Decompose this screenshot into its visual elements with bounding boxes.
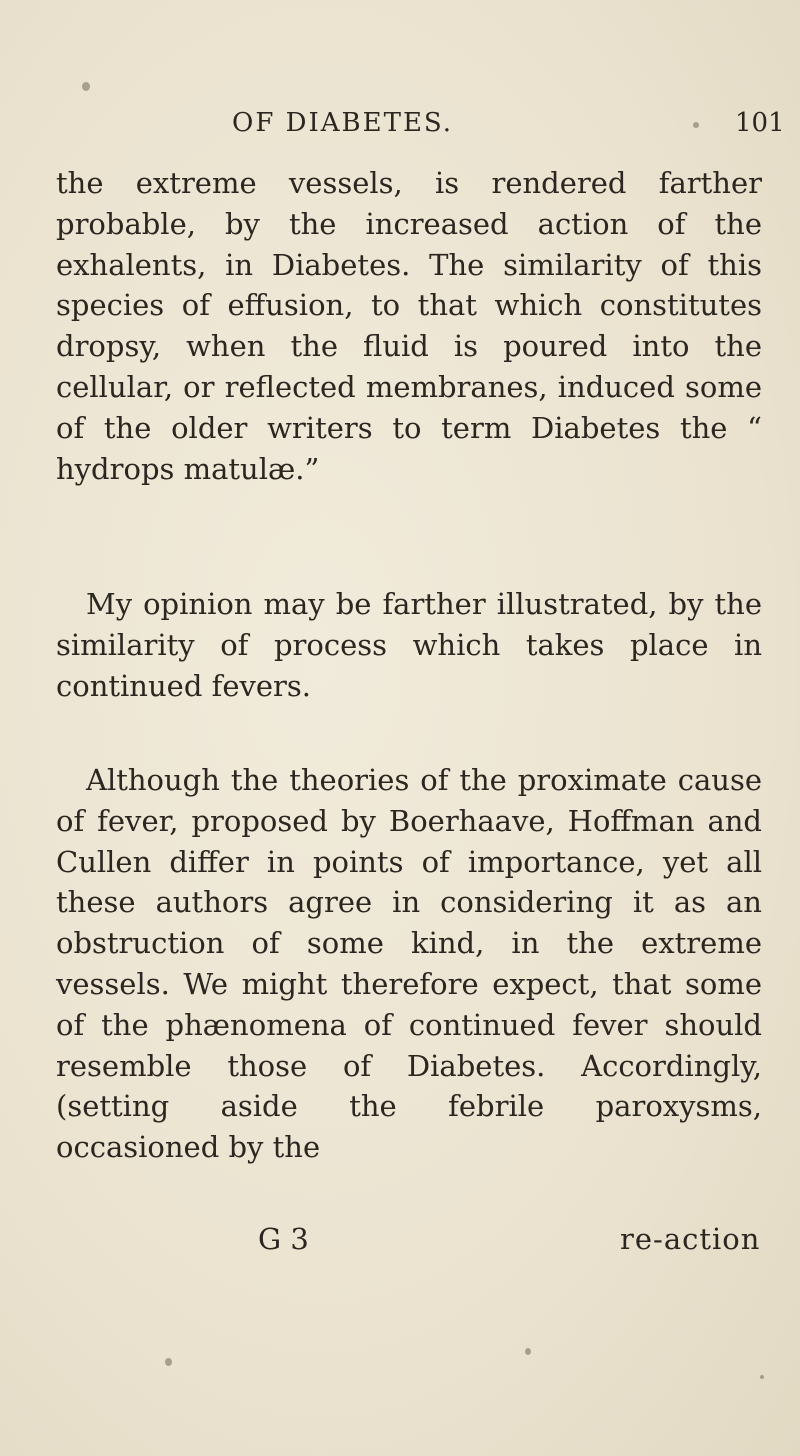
paragraph-1: the extreme vessels, is rendered farther probable, by the increased action of the exhalents, in Diabetes. The similarity of this species of effusion, to that which constitutes dropsy, when the fluid is poured into the cellular, or reflected membranes, induced some of the older writers to term Diabetes the “ hydrops matulæ.” [56,166,762,486]
page-footer [0,1222,800,1262]
paper-speck [525,1348,531,1355]
paper-speck [165,1358,172,1366]
catchword: re-action [620,1222,761,1256]
page-number: 101 [735,108,785,138]
page-header [0,108,800,154]
paper-speck [760,1375,764,1379]
paper-speck [82,82,90,91]
paragraph-3: Although the theories of the proximate cause of fever, proposed by Boerhaave, Hoffman and Cullen differ in points of importance, yet all these authors agree in considering it as an obstruction of some kind, in the extreme vessels. We might therefore expect, that some of the phænomena of continued fever should resemble those of Diabetes. Accordingly, (setting aside the febrile paroxysms, occasioned by the [56,763,762,1165]
signature-mark: G 3 [258,1222,309,1256]
paragraph-2: My opinion may be farther illustrated, by the similarity of process which takes place in continued fevers. [56,587,762,703]
running-title: OF DIABETES. [232,108,454,138]
paper-speck [693,122,699,128]
